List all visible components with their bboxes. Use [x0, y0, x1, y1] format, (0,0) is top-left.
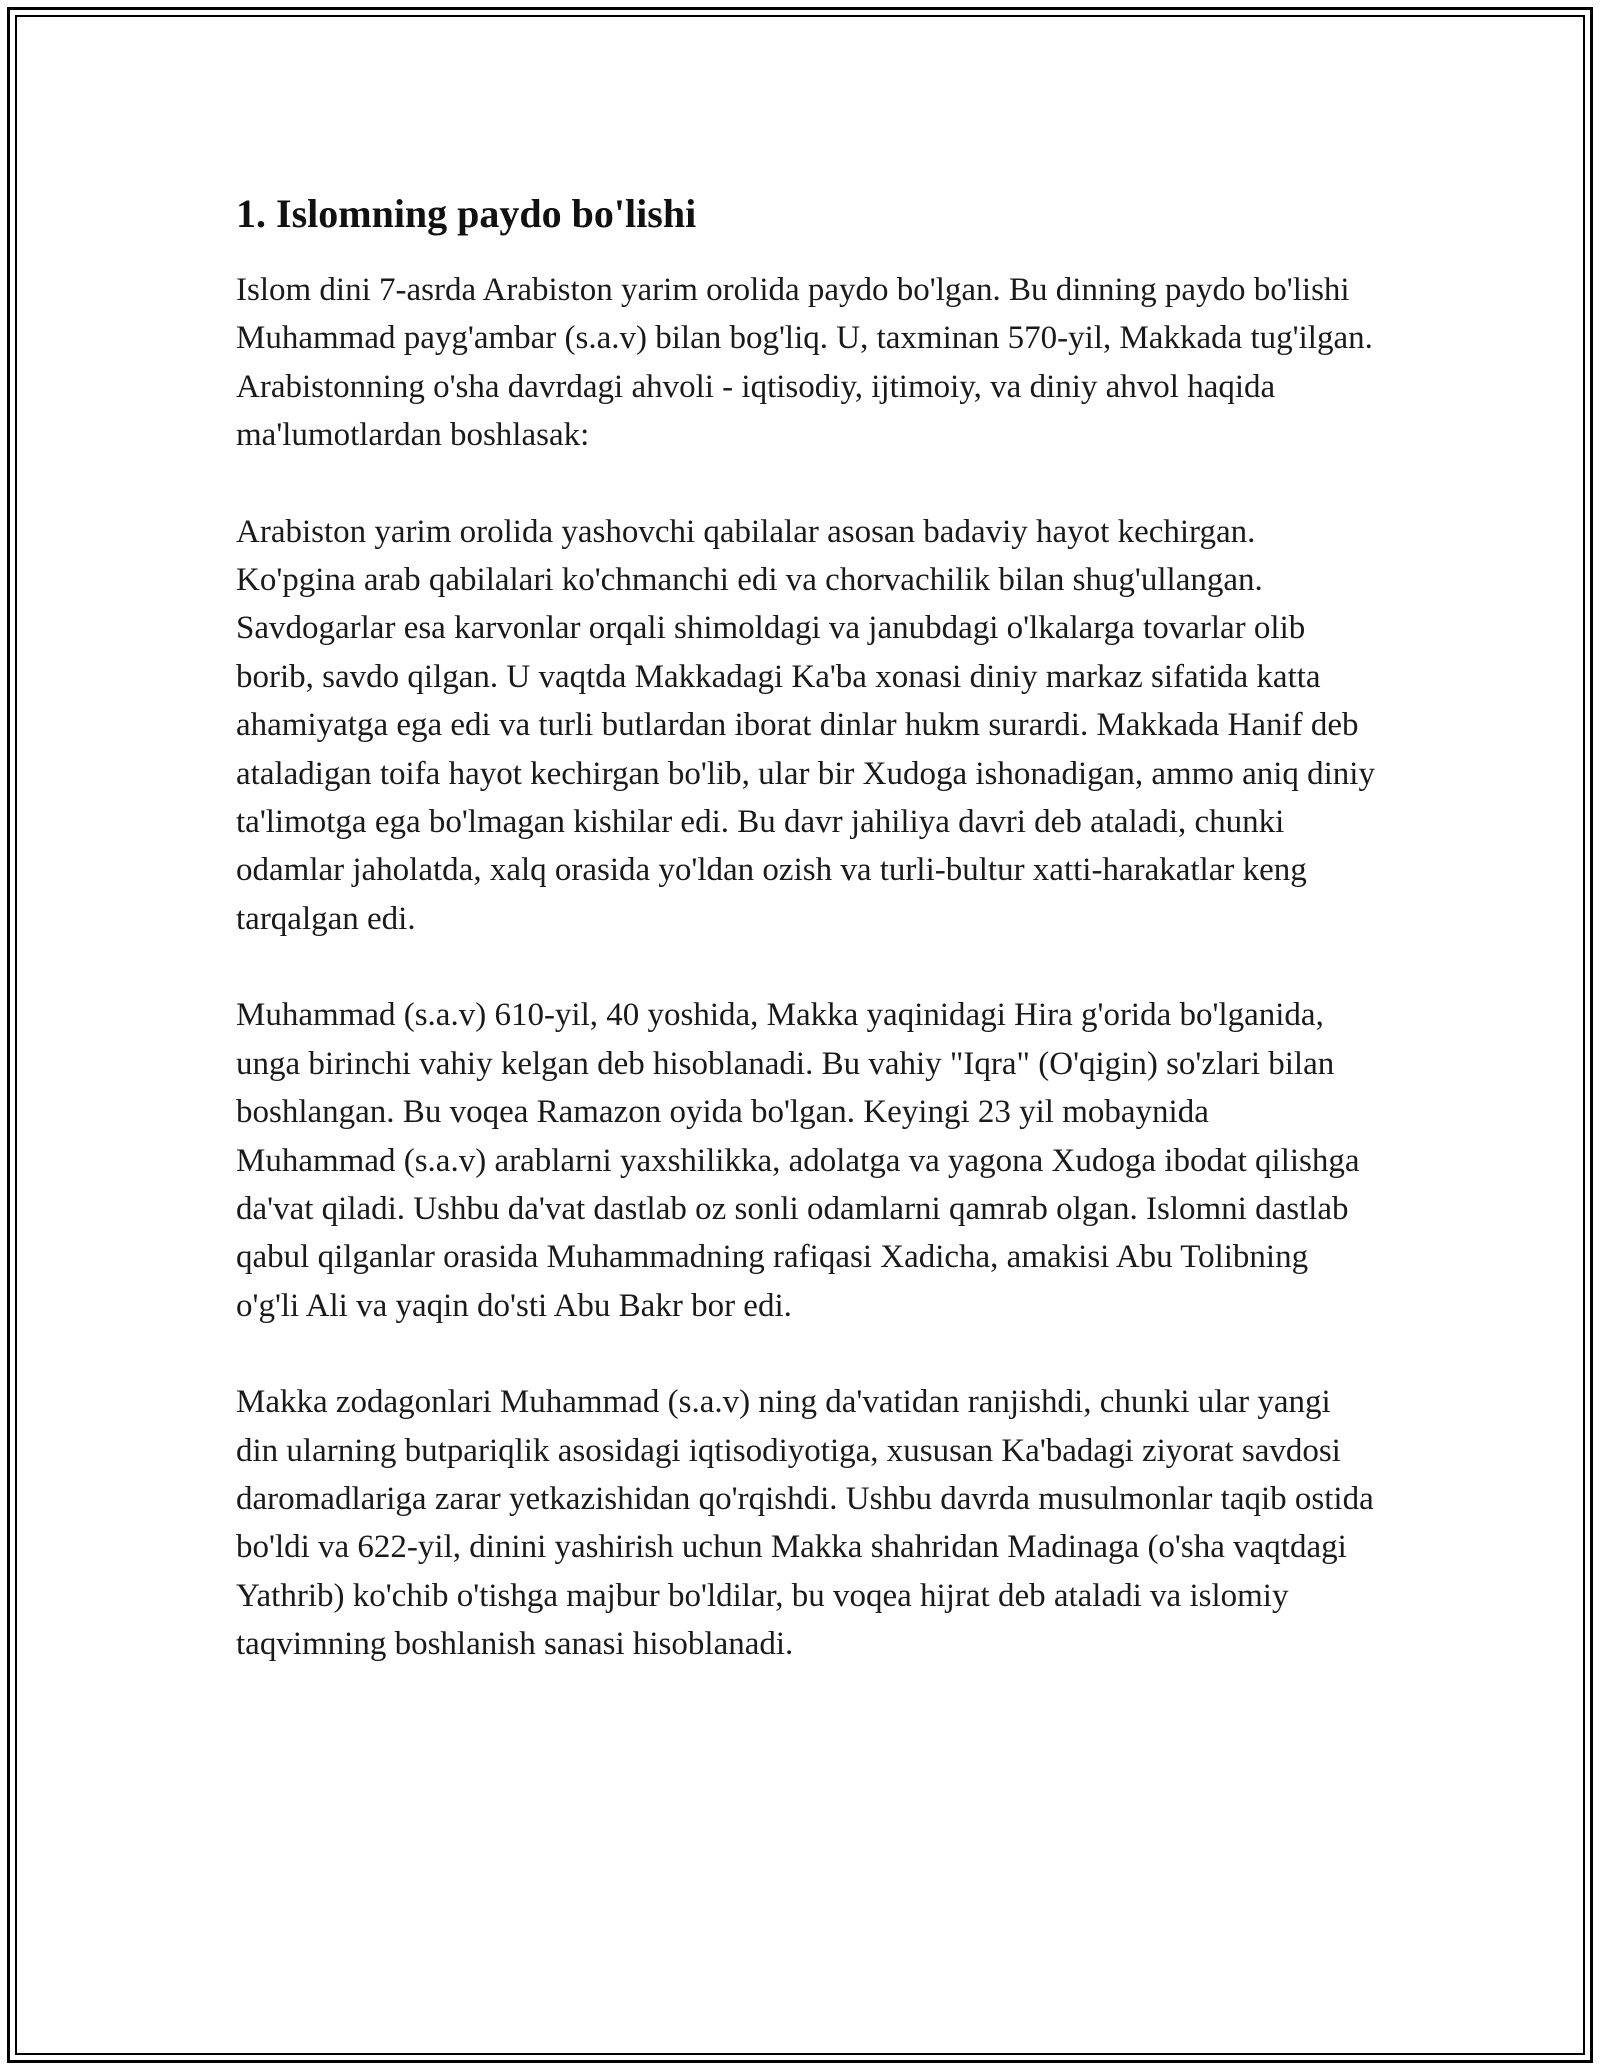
paragraph-arabia-life: Arabiston yarim orolida yashovchi qabilalar asosan badaviy hayot kechirgan. Ko'pgina arab qabilalari ko'chmanchi edi va chorvachilik bilan shug'ullangan. Savdogarlar esa karvonlar orqali shimoldagi va janubdagi o'lkalarga tovarlar olib borib, savdo qilgan. U vaqtda Makkadagi Ka'ba xonasi diniy markaz sifatida katta ahamiyatga ega edi va turli butlardan iborat dinlar hukm surardi. Makkada Hanif deb ataladigan toifa hayot kechirgan bo'lib, ular bir Xudoga ishonadigan, ammo aniq diniy ta'limotga ega bo'lmagan kishilar edi. Bu davr jahiliya davri deb ataladi, chunki odamlar jaholatda, xalq orasida yo'ldan ozish va turli-bultur xatti-harakatlar keng tarqalgan edi. — [236, 513, 1375, 937]
paragraph-intro: Islom dini 7-asrda Arabiston yarim orolida paydo bo'lgan. Bu dinning paydo bo'lishi Muhammad payg'ambar (s.a.v) bilan bog'liq. U, taxminan 570-yil, Makkada tug'ilgan. Arabistonning o'sha davrdagi ahvoli - iqtisodiy, ijtimoiy, va diniy ahvol haqida ma'lumotlardan boshlasak: — [236, 272, 1373, 454]
paragraph-hijra: Makka zodagonlari Muhammad (s.a.v) ning da'vatidan ranjishdi, chunki ular yangi din ularning butpariqlik asosidagi iqtisodiyotiga, xususan Ka'badagi ziyorat savdosi daromadlariga zarar yetkazishidan qo'rqishdi. Ushbu davrda musulmonlar taqib ostida bo'ldi va 622-yil, dinini yashirish uchun Makka shahridan Madinaga (o'sha vaqtdagi Yathrib) ko'chib o'tishga majbur bo'ldilar, bu voqea hijrat deb ataladi va islomiy taqvimning boshlanish sanasi hisoblanadi. — [236, 1384, 1374, 1663]
paragraph-first-revelation: Muhammad (s.a.v) 610-yil, 40 yoshida, Makka yaqinidagi Hira g'orida bo'lganida, unga birinchi vahiy kelgan deb hisoblanadi. Bu vahiy "Iqra" (O'qigin) so'zlari bilan boshlangan. Bu voqea Ramazon oyida bo'lgan. Keyingi 23 yil mobaynida Muhammad (s.a.v) arablarni yaxshilikka, adolatga va yagona Xudoga ibodat qilishga da'vat qiladi. Ushbu da'vat dastlab oz sonli odamlarni qamrab olgan. Islomni dastlab qabul qilganlar orasida Muhammadning rafiqasi Xadicha, amakisi Abu Tolibning o'g'li Ali va yaqin do'sti Abu Bakr bor edi. — [236, 997, 1360, 1324]
section-heading: 1. Islomning paydo bo'lishi — [236, 191, 697, 236]
document-body — [236, 186, 1376, 1669]
